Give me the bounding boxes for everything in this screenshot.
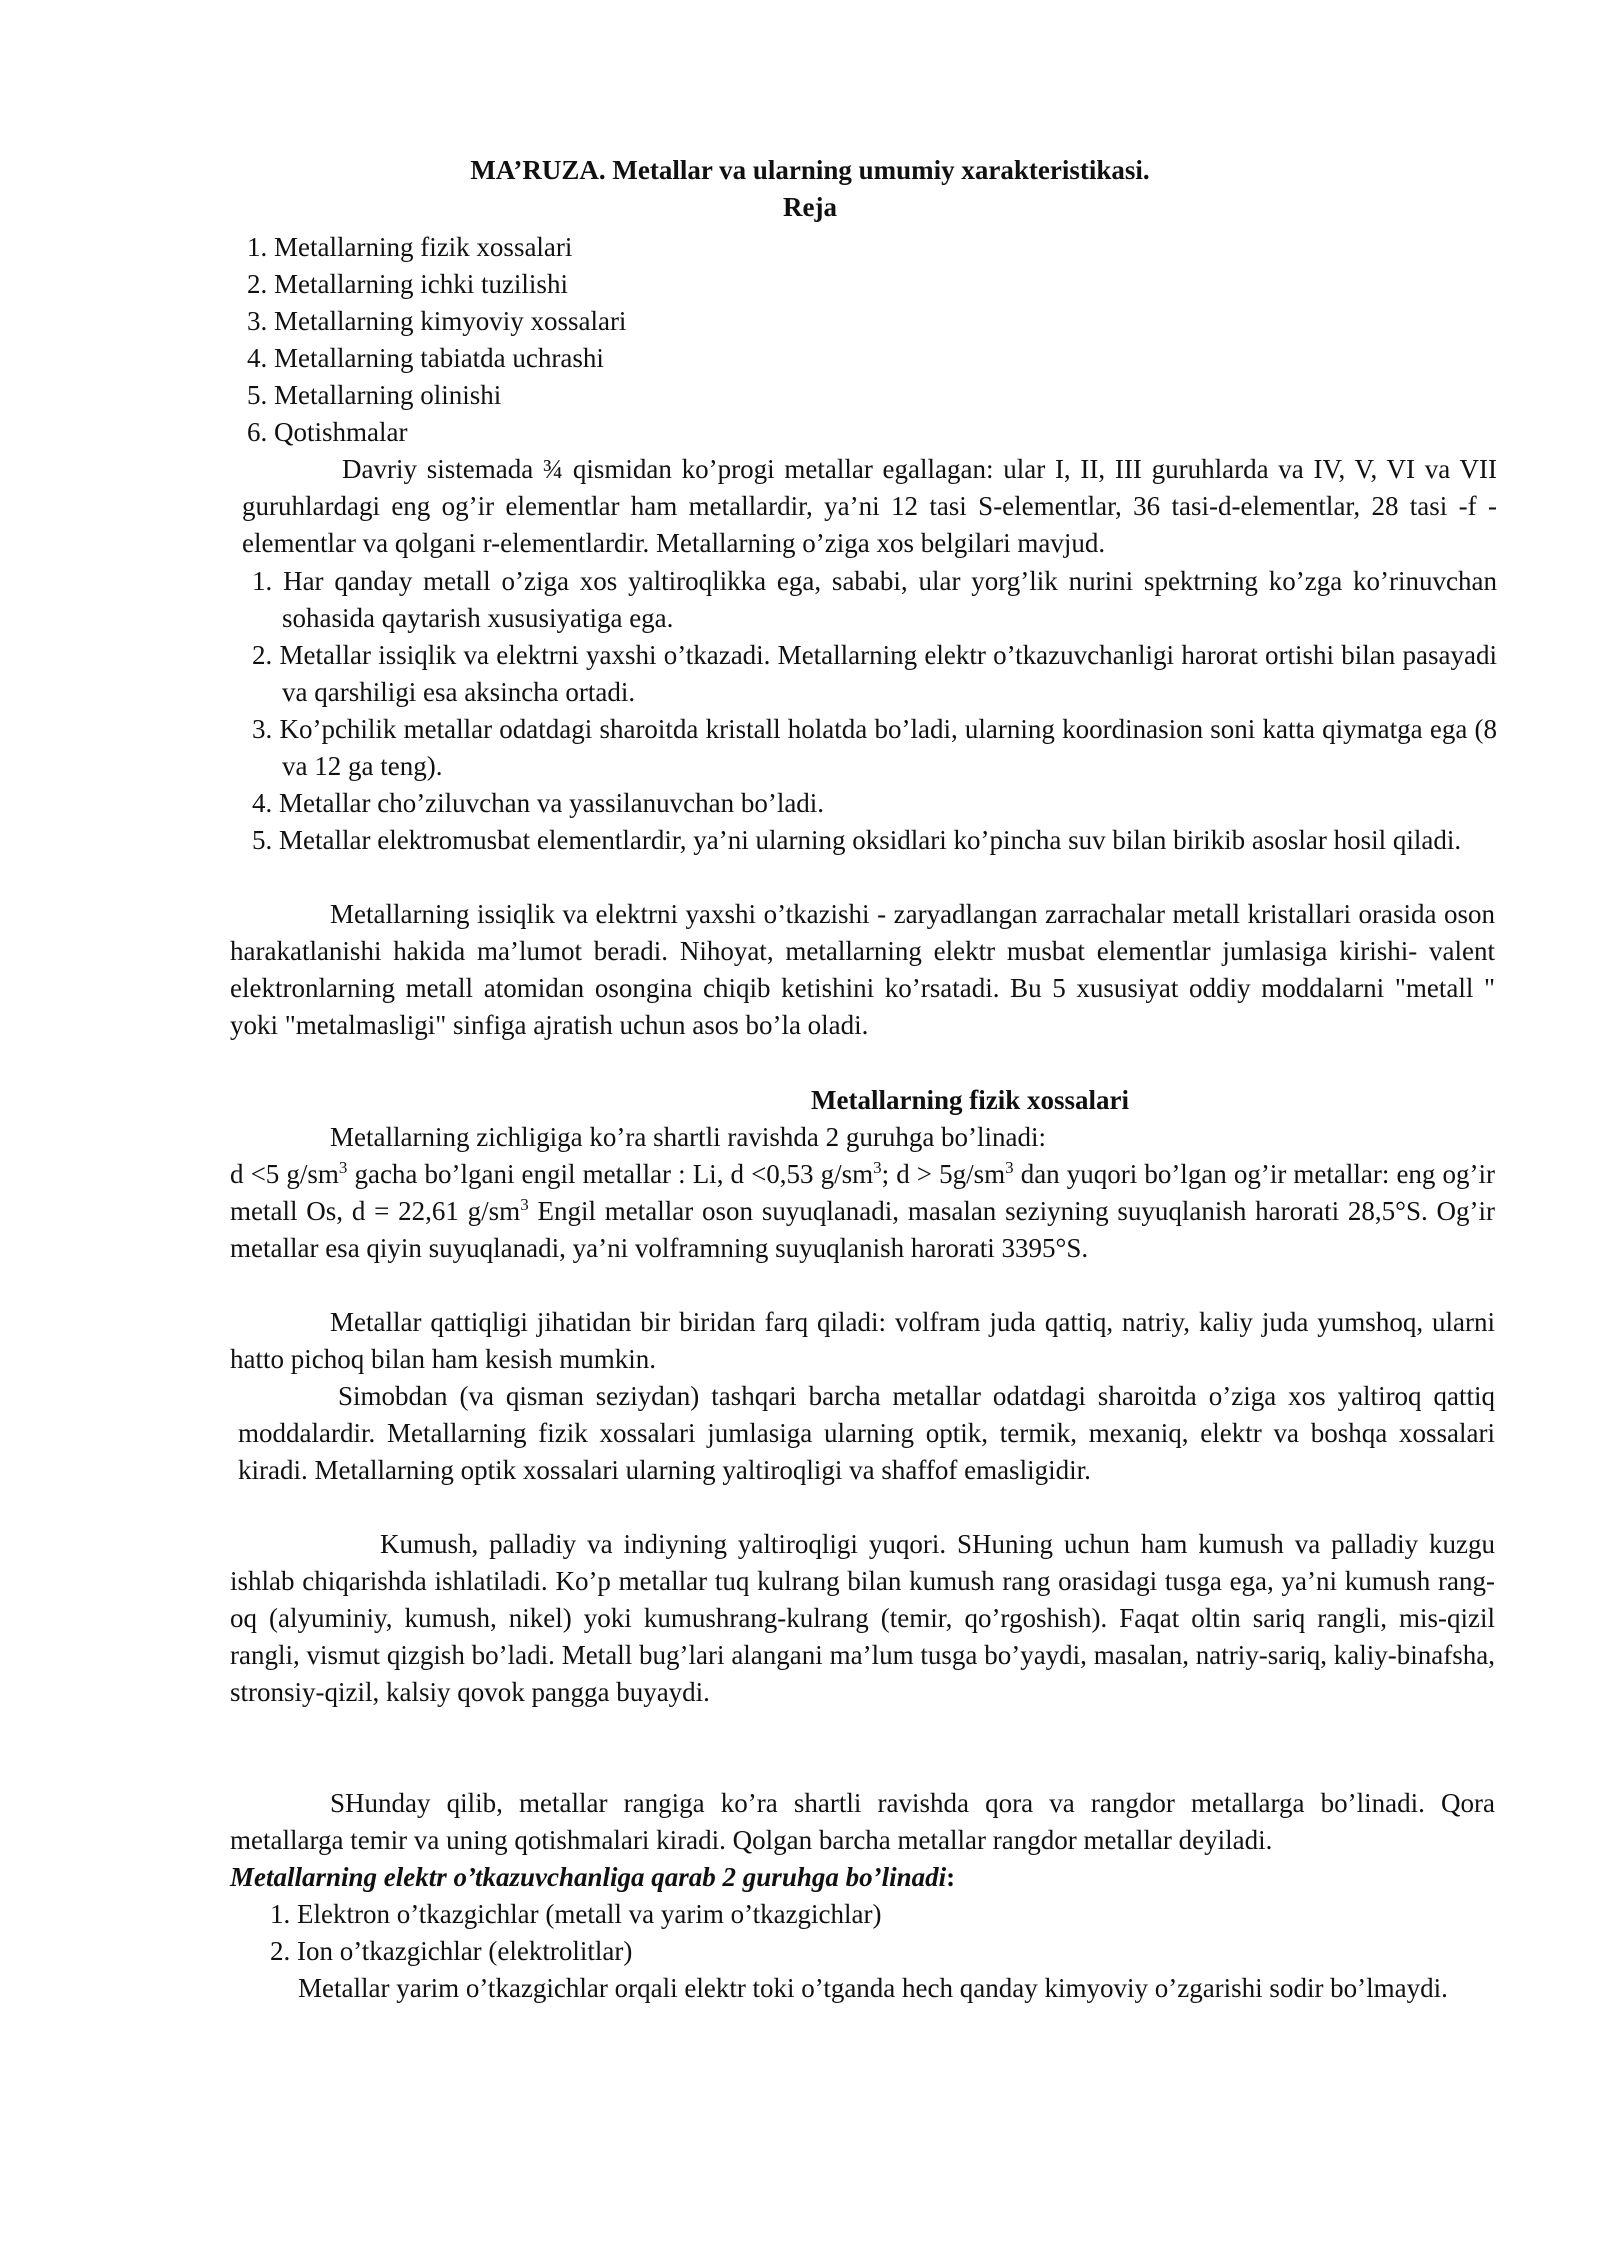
conductor-item: 2. Ion o’tkazgichlar (elektrolitlar)	[270, 1936, 633, 1966]
plan-item: 3. Metallarning kimyoviy xossalari	[247, 306, 627, 336]
silver-paragraph: Kumush, palladiy va indiyning yaltiroqligi yuqori. SHuning uchun ham kumush va palladiy kuzgu ishlab chiqarishda ishlatiladi. Ko’p metallar tuq kulrang bilan kumush rang orasidagi tusga ega, ya’ni kumush rang- oq (alyuminiy, kumush, nikel) yoki kumushrang-kulrang (temir, qo’rgoshish). Faqat oltin sariq rangli, mis-qizil rangli, vismut qizgish bo’ladi. Metall bug’lari alangani ma’lum tusga bo’yaydi, masalan, natriy-sariq, kaliy-binafsha, stronsiy-qizil, kalsiy qovok pangga buyaydi.	[230, 1529, 1495, 1707]
property-item: 5. Metallar elektromusbat elementlardir, ya’ni ularning oksidlari ko’pincha suv bilan birikib asoslar hosil qiladi.	[252, 825, 1462, 855]
hardness-paragraph: Metallar qattiqligi jihatidan bir biridan farq qiladi: volfram juda qattiq, natriy, kaliy juda yumshoq, ularni hatto pichoq bilan ham kesish mumkin.	[230, 1307, 1495, 1374]
density-intro: Metallarning zichligiga ko’ra shartli ravishda 2 guruhga bo’linadi:	[330, 1122, 1047, 1152]
property-item: 4. Metallar cho’ziluvchan va yassilanuvchan bo’ladi.	[252, 788, 825, 818]
density-text: d <5 g/sm	[230, 1159, 339, 1189]
final-paragraph: Metallar yarim o’tkazgichlar orqali elektr toki o’tganda hech qanday kimyoviy o’zgarishi sodir bo’lmaydi.	[298, 1973, 1448, 2003]
density-paragraph: Metallarning zichligiga ko’ra shartli ravishda 2 guruhga bo’linadi: d <5 $g/sm^3$ gacha bo’lgani engil metallar : Li, d <0,53 $g/sm^3$; $d > 5g/sm^3$ dan yuqori bo’lgan og’ir metallar: eng og’ir metall Os, d = 22,61 $g/sm^3$ Engil metallar oson suyuqlanadi, masalan seziyning suyuqlanish harorati 28,5°S. Og’ir metallar esa qiyin suyuqlanadi, ya’ni volframning suyuqlanish harorati 3395°S.	[230, 1122, 1495, 1263]
plan-item: 2. Metallarning ichki tuzilishi	[247, 269, 568, 299]
property-item: 3. Ko’pchilik metallar odatdagi sharoitda kristall holatda bo’ladi, ularning koordinasion soni katta qiymatga ega (8 va 12 ga teng).	[252, 714, 1497, 781]
plan-item: 6. Qotishmalar	[247, 417, 408, 447]
intro-paragraph: Davriy sistemada ¾ qismidan ko’progi metallar egallagan: ular I, II, III guruhlarda va IV, V, VI va VII guruhlardagi eng og’ir elementlar ham metallardir, ya’ni 12 tasi S-elementlar, 36 tasi-d-elementlar, 28 tasi -f - elementlar va qolgani r-elementlardir. Metallarning o’ziga xos belgilari mavjud.	[242, 454, 1497, 558]
plan-item: 5. Metallarning olinishi	[247, 380, 502, 410]
property-item: 1. Har qanday metall o’ziga xos yaltiroqlikka ega, sababi, ular yorg’lik nurini spektrning ko’zga ko’rinuvchan sohasida qaytarish xususiyatiga ega.	[252, 566, 1497, 633]
optical-paragraph: Simobdan (va qisman seziydan) tashqari barcha metallar odatdagi sharoitda o’ziga xos yaltiroq qattiq moddalardir. Metallarning fizik xossalari jumlasiga ularning optik, termik, mexaniq, elektr va boshqa xossalari kiradi. Metallarning optik xossalari ularning yaltiroqligi va shaffof emasligidir.	[238, 1381, 1495, 1485]
plan-heading: Reja	[783, 192, 837, 222]
plan-list	[247, 229, 947, 451]
conductor-heading: Metallarning elektr o’tkazuvchanliga qarab 2 guruhga bo’linadi:	[230, 1862, 956, 1892]
color-paragraph: SHunday qilib, metallar rangiga ko’ra shartli ravishda qora va rangdor metallarga bo’linadi. Qora metallarga temir va uning qotishmalari kiradi. Qolgan barcha metallar rangdor metallar deyiladi.	[230, 1788, 1495, 1855]
conductor-list	[270, 1896, 1370, 1970]
conductivity-paragraph: Metallarning issiqlik va elektrni yaxshi o’tkazishi - zaryadlangan zarrachalar metall kristallari orasida oson harakatlanishi hakida ma’lumot beradi. Nihoyat, metallarning elektr musbat elementlar jumlasiga kirishi- valent elektronlarning metall atomidan osongina chiqib ketishini ko’rsatadi. Bu 5 xususiyat oddiy moddalarni "metall " yoki "metalmasligi" sinfiga ajratish uchun asos bo’la oladi.	[230, 899, 1495, 1040]
document-title: MA’RUZA. Metallar va ularning umumiy xarakteristikasi.	[470, 155, 1150, 185]
conductor-item: 1. Elektron o’tkazgichlar (metall va yarim o’tkazgichlar)	[270, 1899, 882, 1929]
properties-list	[232, 563, 1497, 859]
section-heading: Metallarning fizik xossalari	[811, 1085, 1129, 1115]
plan-item: 1. Metallarning fizik xossalari	[247, 232, 573, 262]
plan-item: 4. Metallarning tabiatda uchrashi	[247, 343, 604, 373]
property-item: 2. Metallar issiqlik va elektrni yaxshi o’tkazadi. Metallarning elektr o’tkazuvchanligi harorat ortishi bilan pasayadi va qarshiligi esa aksincha ortadi.	[252, 640, 1497, 707]
